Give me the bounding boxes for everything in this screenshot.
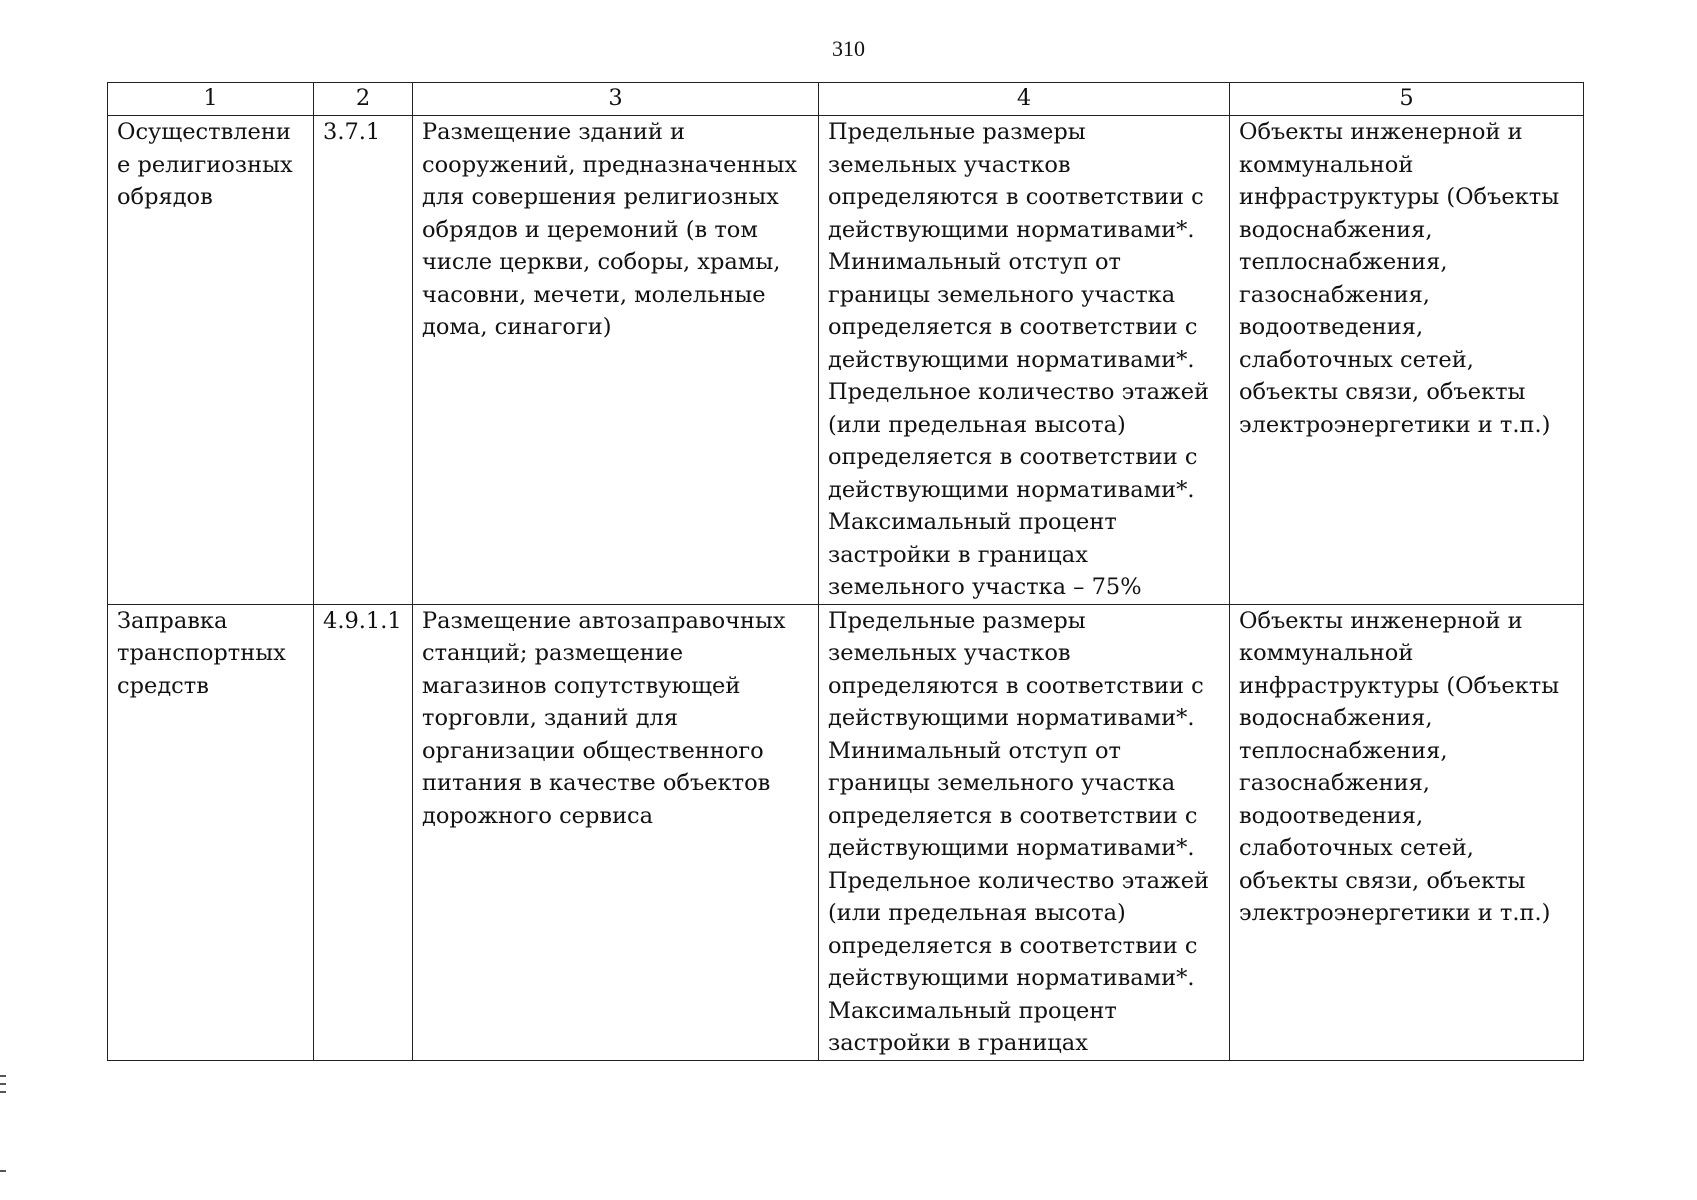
cell-text-line: земельных участков — [828, 151, 1071, 178]
land-use-table — [107, 82, 1584, 1061]
cell-text-line: земельных участков — [828, 640, 1071, 666]
use-auxiliary-cell — [1230, 116, 1584, 605]
cell-text-line: газоснабжения, — [1239, 281, 1430, 308]
cell-text-line: часовни, мечети, молельные — [422, 281, 766, 308]
cell-text-line: определяются в соответствии с — [828, 184, 1204, 210]
cell-text-line: организации общественного — [422, 737, 764, 764]
table-row — [108, 604, 1584, 1060]
cell-text-line: средств — [117, 672, 209, 699]
column-header: 2 — [314, 83, 413, 116]
cell-text-line: е религиозных — [117, 151, 293, 178]
cell-text-line: дорожного сервиса — [422, 802, 654, 829]
cell-text-line: земельного участка – 75% — [828, 574, 1142, 600]
cell-text-line: Предельное количество этажей — [828, 379, 1210, 405]
use-code-cell: 4.9.1.1 — [314, 604, 413, 1060]
cell-text-line: Заправка — [117, 607, 228, 634]
cell-text-line: определяется в соответствии с — [828, 932, 1198, 959]
cell-text-line: объекты связи, объекты — [1239, 867, 1526, 894]
cell-text-line: (или предельная высота) — [828, 411, 1126, 438]
cell-text-line: действующими нормативами*. — [828, 705, 1195, 731]
cell-text-line: коммунальной — [1239, 640, 1414, 666]
cell-text-line: Предельные размеры — [828, 119, 1086, 145]
column-header: 4 — [819, 83, 1230, 116]
cell-text-line: определяется в соответствии с — [828, 314, 1198, 340]
cell-text-line: электроэнергетики и т.п.) — [1239, 411, 1551, 438]
use-parameters-cell — [819, 116, 1230, 605]
cell-text-line: Размещение автозаправочных — [422, 607, 786, 634]
table-row — [108, 116, 1584, 605]
use-name-cell — [108, 604, 314, 1060]
cell-text-line: обрядов и церемоний (в том — [422, 216, 758, 243]
cell-text-line: определяются в соответствии с — [828, 672, 1204, 699]
cell-text-line: электроэнергетики и т.п.) — [1239, 900, 1551, 926]
cell-text-line: магазинов сопутствующей — [422, 672, 741, 699]
cell-text-line: водоотведения, — [1239, 314, 1424, 340]
cell-text-line: Предельные размеры — [828, 607, 1086, 634]
cell-text-line: действующими нормативами*. — [828, 346, 1195, 373]
cell-text-line: слаботочных сетей, — [1239, 835, 1474, 861]
cell-text-line: дома, синагоги) — [422, 314, 612, 340]
cell-text-line: Минимальный отступ от — [828, 249, 1121, 275]
cell-text-line: действующими нормативами*. — [828, 835, 1195, 861]
scan-margin-mark — [0, 1091, 6, 1093]
cell-text-line: теплоснабжения, — [1239, 737, 1448, 764]
cell-text-line: действующими нормативами*. — [828, 476, 1195, 503]
scan-margin-mark — [0, 1083, 6, 1085]
cell-text-line: водоснабжения, — [1239, 216, 1433, 243]
cell-text-line: питания в качестве объектов — [422, 770, 771, 796]
scan-margin-mark — [0, 1170, 6, 1172]
cell-text-line: границы земельного участка — [828, 281, 1176, 308]
cell-text-line: объекты связи, объекты — [1239, 379, 1526, 405]
cell-text-line: транспортных — [117, 640, 286, 666]
cell-text-line: действующими нормативами*. — [828, 965, 1195, 991]
cell-text-line: слаботочных сетей, — [1239, 346, 1474, 373]
use-code-cell: 3.7.1 — [314, 116, 413, 605]
use-description-cell — [413, 604, 819, 1060]
table-header-row — [108, 83, 1584, 116]
cell-text-line: водоснабжения, — [1239, 705, 1433, 731]
cell-text-line: коммунальной — [1239, 151, 1414, 178]
cell-text-line: для совершения религиозных — [422, 184, 779, 210]
page-number: 310 — [832, 36, 865, 61]
cell-text-line: теплоснабжения, — [1239, 249, 1448, 275]
column-header: 5 — [1230, 83, 1584, 116]
cell-text-line: станций; размещение — [422, 640, 684, 666]
cell-text-line: газоснабжения, — [1239, 770, 1430, 796]
cell-text-line: (или предельная высота) — [828, 900, 1126, 926]
cell-text-line: торговли, зданий для — [422, 705, 679, 731]
column-header: 3 — [413, 83, 819, 116]
cell-text-line: числе церкви, соборы, храмы, — [422, 249, 781, 275]
cell-text-line: Объекты инженерной и — [1239, 607, 1523, 634]
cell-text-line: обрядов — [117, 184, 213, 210]
use-parameters-cell — [819, 604, 1230, 1060]
cell-text-line: инфраструктуры (Объекты — [1239, 184, 1560, 210]
cell-text-line: Максимальный процент — [828, 997, 1117, 1024]
use-auxiliary-cell — [1230, 604, 1584, 1060]
cell-text-line: Максимальный процент — [828, 509, 1117, 535]
use-name-cell — [108, 116, 314, 605]
cell-text-line: Предельное количество этажей — [828, 867, 1210, 894]
cell-text-line: Размещение зданий и — [422, 119, 686, 145]
cell-text-line: застройки в границах — [828, 1030, 1088, 1056]
scan-margin-mark — [0, 1075, 6, 1077]
cell-text-line: инфраструктуры (Объекты — [1239, 672, 1560, 699]
cell-text-line: сооружений, предназначенных — [422, 151, 798, 178]
cell-text-line: Осуществлени — [117, 119, 291, 145]
cell-text-line: водоотведения, — [1239, 802, 1424, 829]
cell-text-line: определяется в соответствии с — [828, 802, 1198, 829]
cell-text-line: Объекты инженерной и — [1239, 119, 1523, 145]
cell-text-line: действующими нормативами*. — [828, 216, 1195, 243]
cell-text-line: Минимальный отступ от — [828, 737, 1121, 764]
use-description-cell — [413, 116, 819, 605]
cell-text-line: застройки в границах — [828, 541, 1088, 568]
cell-text-line: определяется в соответствии с — [828, 444, 1198, 470]
cell-text-line: границы земельного участка — [828, 770, 1176, 796]
column-header: 1 — [108, 83, 314, 116]
